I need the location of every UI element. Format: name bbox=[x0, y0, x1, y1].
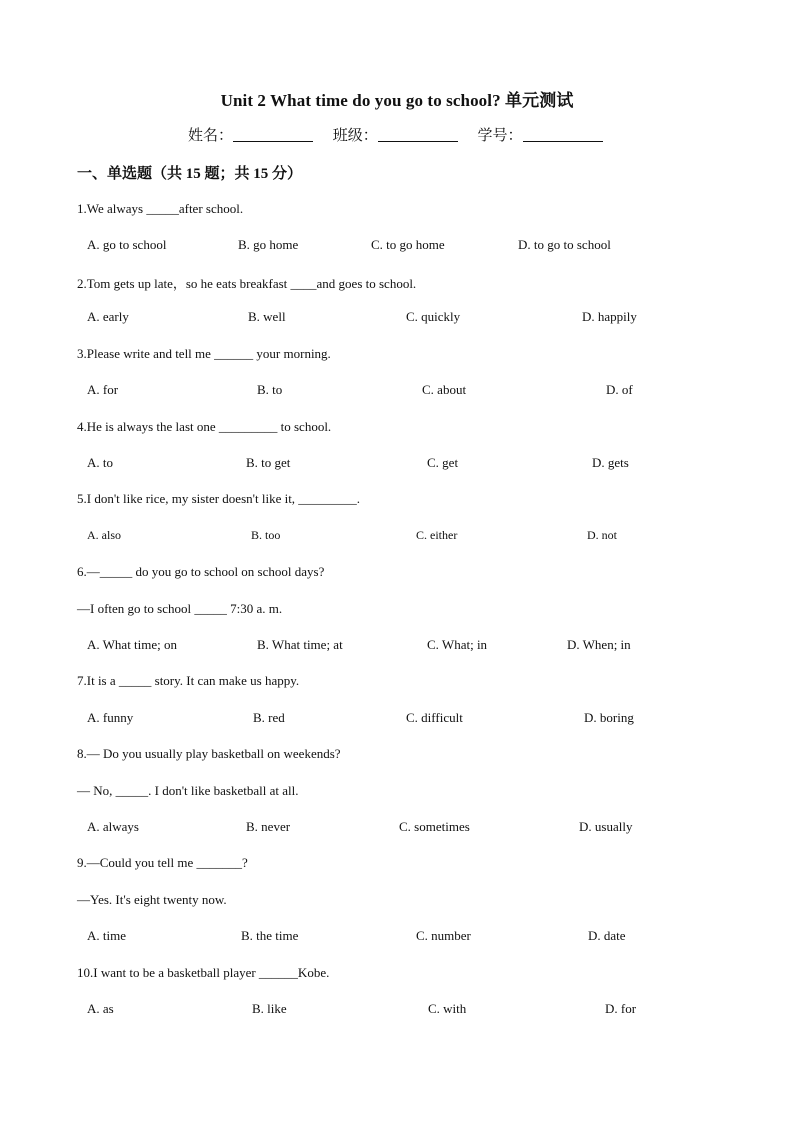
section-heading: 一、单选题（共 15 题；共 15 分） bbox=[77, 166, 303, 182]
student-number-blank[interactable] bbox=[523, 127, 603, 142]
question-2-options bbox=[0, 309, 794, 327]
option-b[interactable]: B. red bbox=[253, 710, 285, 725]
question-2-stem: 2.Tom gets up late，so he eats breakfast ____and goes to school. bbox=[77, 276, 417, 291]
option-b[interactable]: B. to get bbox=[246, 455, 291, 470]
question-10-options bbox=[0, 1001, 794, 1019]
option-b[interactable]: B. What time; at bbox=[257, 637, 343, 652]
question-3-stem: 3.Please write and tell me ______ your morning. bbox=[77, 346, 331, 361]
option-b[interactable]: B. the time bbox=[241, 928, 299, 943]
name-field bbox=[188, 124, 313, 145]
option-c[interactable]: C. about bbox=[422, 382, 467, 397]
name-blank[interactable] bbox=[233, 127, 313, 142]
option-b[interactable]: B. too bbox=[251, 528, 281, 542]
option-c[interactable]: C. number bbox=[416, 928, 471, 943]
option-c[interactable]: C. sometimes bbox=[399, 819, 470, 834]
option-d[interactable]: D. of bbox=[606, 382, 633, 397]
option-a[interactable]: A. always bbox=[87, 819, 139, 834]
question-10-stem: 10.I want to be a basketball player ______Kobe. bbox=[77, 965, 330, 980]
question-9-stem: 9.—Could you tell me _______? bbox=[77, 855, 248, 870]
option-b[interactable]: B. go home bbox=[238, 237, 299, 252]
name-label: 姓名： bbox=[188, 128, 234, 144]
student-number-field bbox=[478, 124, 603, 145]
question-9-options bbox=[0, 928, 794, 946]
option-b[interactable]: B. to bbox=[257, 382, 283, 397]
page-title: Unit 2 What time do you go to school? 单元测试 bbox=[220, 91, 574, 110]
option-d[interactable]: D. date bbox=[588, 928, 626, 943]
question-1-stem: 1.We always _____after school. bbox=[77, 201, 244, 216]
option-a[interactable]: A. funny bbox=[87, 710, 134, 725]
question-3-options bbox=[0, 382, 794, 400]
option-b[interactable]: B. well bbox=[248, 309, 286, 324]
option-a[interactable]: A. for bbox=[87, 382, 119, 397]
question-7-options bbox=[0, 710, 794, 728]
question-6-response: —I often go to school _____ 7:30 a. m. bbox=[77, 601, 283, 616]
question-4-options bbox=[0, 455, 794, 473]
question-9-response: —Yes. It's eight twenty now. bbox=[77, 892, 227, 907]
option-c[interactable]: C. difficult bbox=[406, 710, 463, 725]
question-7-stem: 7.It is a _____ story. It can make us happy. bbox=[77, 673, 300, 688]
option-d[interactable]: D. When; in bbox=[567, 637, 631, 652]
class-field bbox=[333, 124, 458, 145]
class-label: 班级： bbox=[332, 128, 378, 144]
option-c[interactable]: C. What; in bbox=[427, 637, 488, 652]
question-8-response: — No, _____. I don't like basketball at all. bbox=[77, 783, 299, 798]
option-a[interactable]: A. early bbox=[87, 309, 129, 324]
option-a[interactable]: A. to bbox=[87, 455, 113, 470]
question-1-options bbox=[0, 237, 794, 255]
option-a[interactable]: A. as bbox=[87, 1001, 114, 1016]
option-b[interactable]: B. never bbox=[246, 819, 291, 834]
question-5-options bbox=[0, 528, 794, 546]
question-8-stem: 8.— Do you usually play basketball on weekends? bbox=[77, 746, 341, 761]
option-c[interactable]: C. quickly bbox=[406, 309, 461, 324]
option-a[interactable]: A. also bbox=[87, 528, 121, 542]
option-d[interactable]: D. gets bbox=[592, 455, 629, 470]
option-d[interactable]: D. boring bbox=[584, 710, 634, 725]
question-8-options bbox=[0, 819, 794, 837]
class-blank[interactable] bbox=[378, 127, 458, 142]
question-5-stem: 5.I don't like rice, my sister doesn't like it, _________. bbox=[77, 491, 361, 506]
option-c[interactable]: C. with bbox=[428, 1001, 467, 1016]
option-a[interactable]: A. What time; on bbox=[87, 637, 178, 652]
option-a[interactable]: A. time bbox=[87, 928, 126, 943]
option-c[interactable]: C. to go home bbox=[371, 237, 445, 252]
option-c[interactable]: C. either bbox=[416, 528, 458, 542]
option-a[interactable]: A. go to school bbox=[87, 237, 167, 252]
option-d[interactable]: D. to go to school bbox=[518, 237, 611, 252]
option-d[interactable]: D. happily bbox=[582, 309, 637, 324]
option-b[interactable]: B. like bbox=[252, 1001, 287, 1016]
student-number-label: 学号： bbox=[477, 128, 523, 144]
option-c[interactable]: C. get bbox=[427, 455, 459, 470]
option-d[interactable]: D. not bbox=[587, 528, 617, 542]
question-4-stem: 4.He is always the last one _________ to school. bbox=[77, 419, 332, 434]
question-6-stem: 6.—_____ do you go to school on school days? bbox=[77, 564, 325, 579]
option-d[interactable]: D. usually bbox=[579, 819, 633, 834]
student-info-row bbox=[188, 124, 619, 145]
option-d[interactable]: D. for bbox=[605, 1001, 637, 1016]
question-6-options bbox=[0, 637, 794, 655]
